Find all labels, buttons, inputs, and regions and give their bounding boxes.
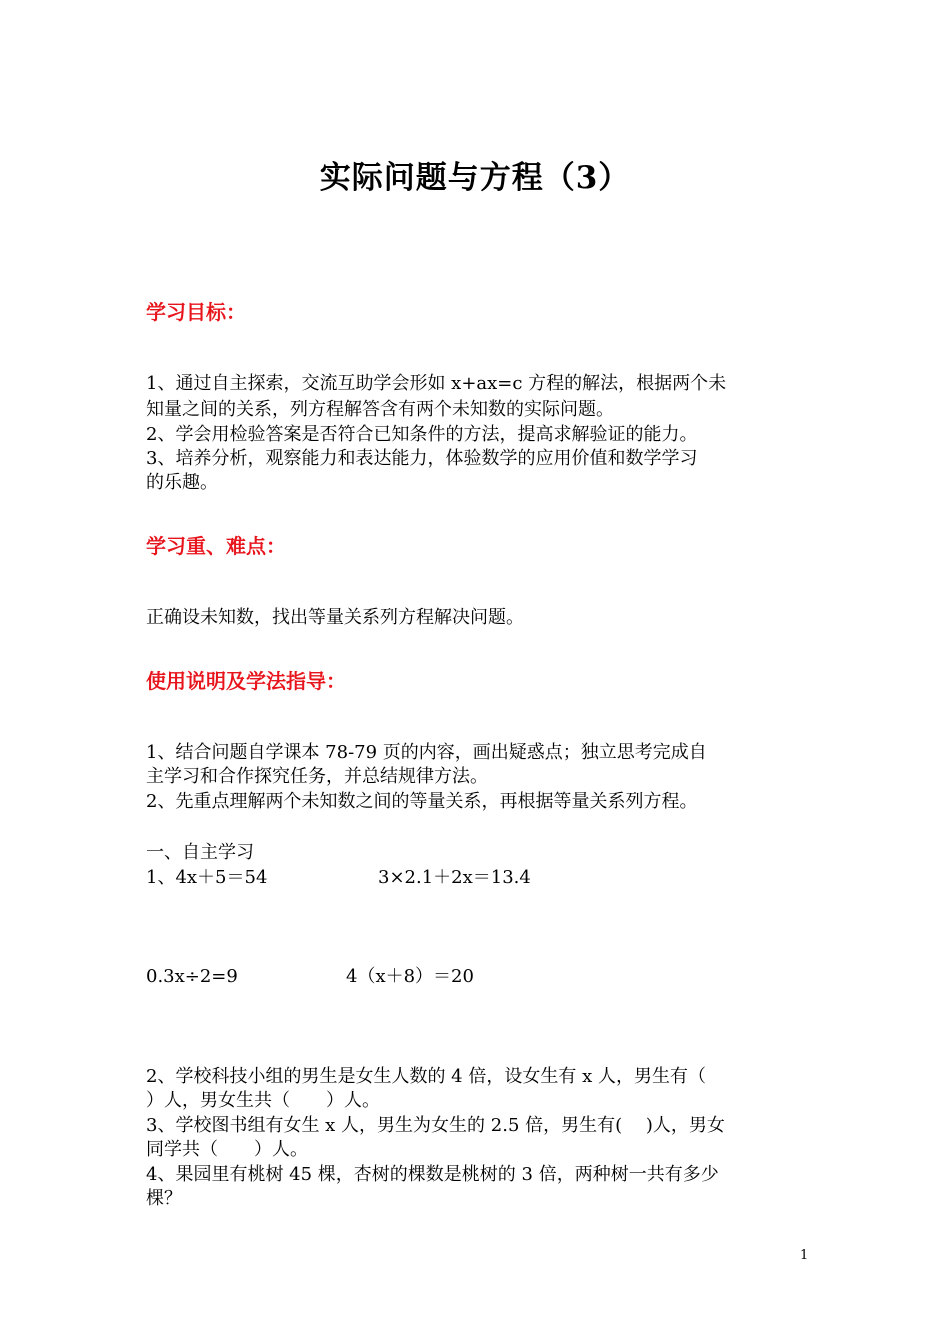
goals-line: 1、通过自主探索，交流互助学会形如 x+ax=c 方程的解法，根据两个未 <box>146 373 727 394</box>
goals-line: 的乐趣。 <box>146 472 218 493</box>
goals-heading: 学习目标： <box>146 300 246 324</box>
goals-line: 2、学会用检验答案是否符合已知条件的方法，提高求解验证的能力。 <box>146 424 698 445</box>
equation-1: 1、4x＋5＝54 <box>146 867 268 888</box>
problem-line: 3、学校图书组有女生 x 人，男生为女生的 2.5 倍，男生有( )人，男女 <box>146 1115 725 1136</box>
page-number: 1 <box>800 1248 809 1263</box>
instructions-line: 2、先重点理解两个未知数之间的等量关系，再根据等量关系列方程。 <box>146 791 698 812</box>
self-study-heading: 一、自主学习 <box>146 842 254 863</box>
problem-line: 2、学校科技小组的男生是女生人数的 4 倍，设女生有 x 人，男生有（ <box>146 1066 706 1087</box>
problem-line: 4、果园里有桃树 45 棵，杏树的棵数是桃树的 3 倍，两种树一共有多少 <box>146 1164 719 1185</box>
goals-line: 知量之间的关系，列方程解答含有两个未知数的实际问题。 <box>146 399 614 420</box>
instructions-line: 1、结合问题自学课本 78-79 页的内容，画出疑惑点；独立思考完成自 <box>146 742 707 763</box>
key-points-text: 正确设未知数，找出等量关系列方程解决问题。 <box>146 607 524 628</box>
problem-line: 棵？ <box>146 1188 182 1209</box>
instructions-line: 主学习和合作探究任务，并总结规律方法。 <box>146 766 488 787</box>
equation-2: 3×2.1＋2x＝13.4 <box>378 867 531 888</box>
problem-line: ）人，男女生共（ ）人。 <box>146 1090 380 1111</box>
key-points-heading: 学习重、难点： <box>146 534 286 558</box>
page-title: 实际问题与方程（3） <box>319 160 631 196</box>
problem-line: 同学共（ ）人。 <box>146 1139 308 1160</box>
equation-3: 0.3x÷2=9 <box>146 966 238 987</box>
goals-line: 3、培养分析，观察能力和表达能力，体验数学的应用价值和数学学习 <box>146 448 698 469</box>
equation-4: 4（x＋8）＝20 <box>346 966 474 987</box>
instructions-heading: 使用说明及学法指导： <box>146 669 346 693</box>
